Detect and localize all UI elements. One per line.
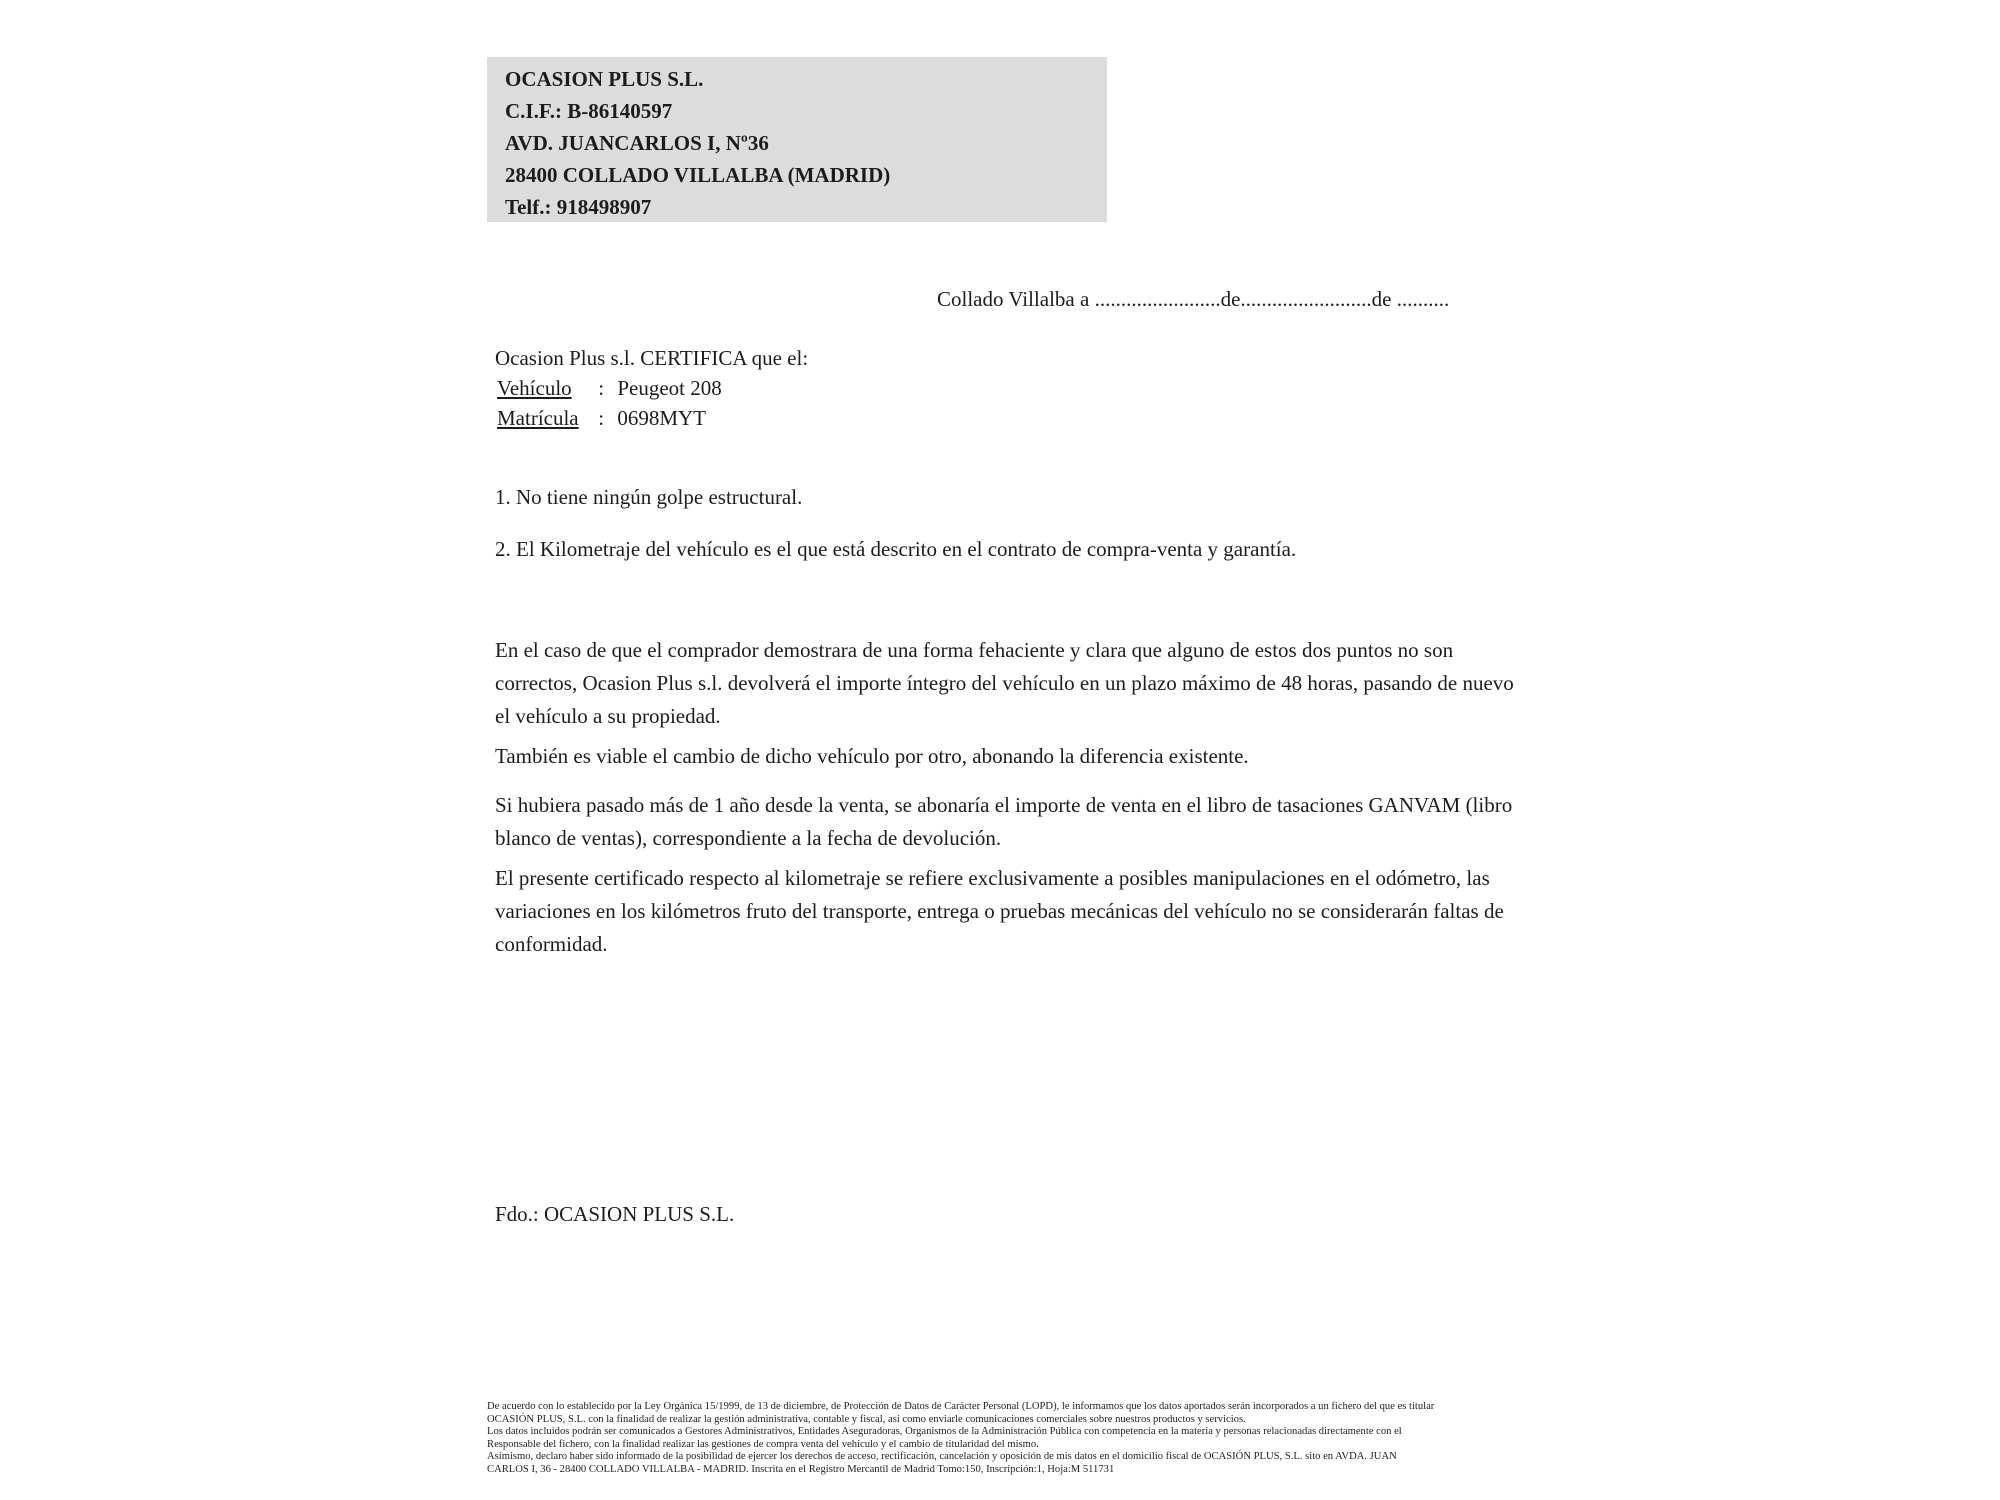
signature-line: Fdo.: OCASION PLUS S.L. (495, 1202, 735, 1226)
plate-value: 0698MYT (617, 406, 707, 430)
company-city: 28400 COLLADO VILLALBA (MADRID) (505, 163, 891, 187)
paragraph-ganvam: Si hubiera pasado más de 1 año desde la venta, se abonaría el importe de venta en el libro de tasaciones GANVAM (libro blanco de ventas), correspondiente a la fecha de devolución. (495, 793, 1513, 850)
paragraph-odometer: El presente certificado respecto al kilometraje se refiere exclusivamente a posibles manipulaciones en el odómetro, las variaciones en los kilómetros fruto del transporte, entrega o pruebas mecánicas del vehículo no se considerarán faltas de conformidad. (495, 866, 1504, 956)
paragraph-exchange: También es viable el cambio de dicho vehículo por otro, abonando la diferencia existente. (495, 744, 1249, 768)
legal-footer-line: OCASIÓN PLUS, S.L. con la finalidad de realizar la gestión administrativa, contable y fiscal, así como enviarle comunicaciones comerciales sobre nuestros productos y servicios. (487, 1413, 1246, 1425)
plate-separator: : (598, 406, 605, 430)
paragraph-refund: En el caso de que el comprador demostrara de una forma fehaciente y clara que alguno de estos dos puntos no son correctos, Ocasion Plus s.l. devolverá el importe íntegro del vehículo en un plazo máximo de 48 horas, pasando de nuevo el vehículo a su propiedad. (495, 638, 1514, 728)
certification-intro: Ocasion Plus s.l. CERTIFICA que el: (495, 346, 809, 370)
legal-footer-line: De acuerdo con lo establecido por la Ley Orgánica 15/1999, de 13 de diciembre, de Protección de Datos de Carácter Personal (LOPD), le informamos que los datos aportados serán incorporados a un fichero del que es titular (487, 1401, 1435, 1412)
company-phone: Telf.: 918498907 (505, 195, 652, 219)
legal-footer-line: Los datos incluidos podrán ser comunicados a Gestores Administrativos, Entidades Aseguradoras, Organismos de la Administración Pública con competencia en la materia y personas relacionadas directamente con el (487, 1426, 1402, 1438)
company-cif: C.I.F.: B-86140597 (505, 99, 673, 123)
plate-label: Matrícula (497, 406, 579, 430)
vehicle-field (497, 373, 722, 403)
vehicle-separator: : (598, 376, 605, 400)
legal-footer-line: CARLOS I, 36 - 28400 COLLADO VILLALBA - MADRID. Inscrita en el Registro Mercantil de Madrid Tomo:150, Inscripción:1, Hoja:M 511731 (487, 1463, 1115, 1475)
certified-point-1: 1. No tiene ningún golpe estructural. (495, 485, 803, 509)
plate-field (497, 403, 706, 433)
vehicle-value: Peugeot 208 (617, 376, 722, 400)
legal-footer-line: Asimismo, declaro haber sido informado de la posibilidad de ejercer los derechos de acceso, rectificación, cancelación y oposición de mis datos en el domicilio fiscal de OCASIÓN PLUS, S.L. sito en AVDA. JUAN (487, 1451, 1397, 1463)
company-address: AVD. JUANCARLOS I, Nº36 (505, 131, 769, 155)
date-line: Collado Villalba a ........................de.........................de .......... (937, 287, 1450, 311)
legal-footer (487, 1401, 1547, 1477)
vehicle-label: Vehículo (497, 376, 572, 400)
company-name: OCASION PLUS S.L. (505, 67, 704, 91)
legal-footer-line: Responsable del fichero, con la finalidad realizar las gestiones de compra venta del vehículo y el cambio de titularidad del mismo. (487, 1438, 1039, 1450)
certified-point-2: 2. El Kilometraje del vehículo es el que está descrito en el contrato de compra-venta y garantía. (495, 537, 1297, 561)
company-letterhead (487, 57, 1107, 222)
